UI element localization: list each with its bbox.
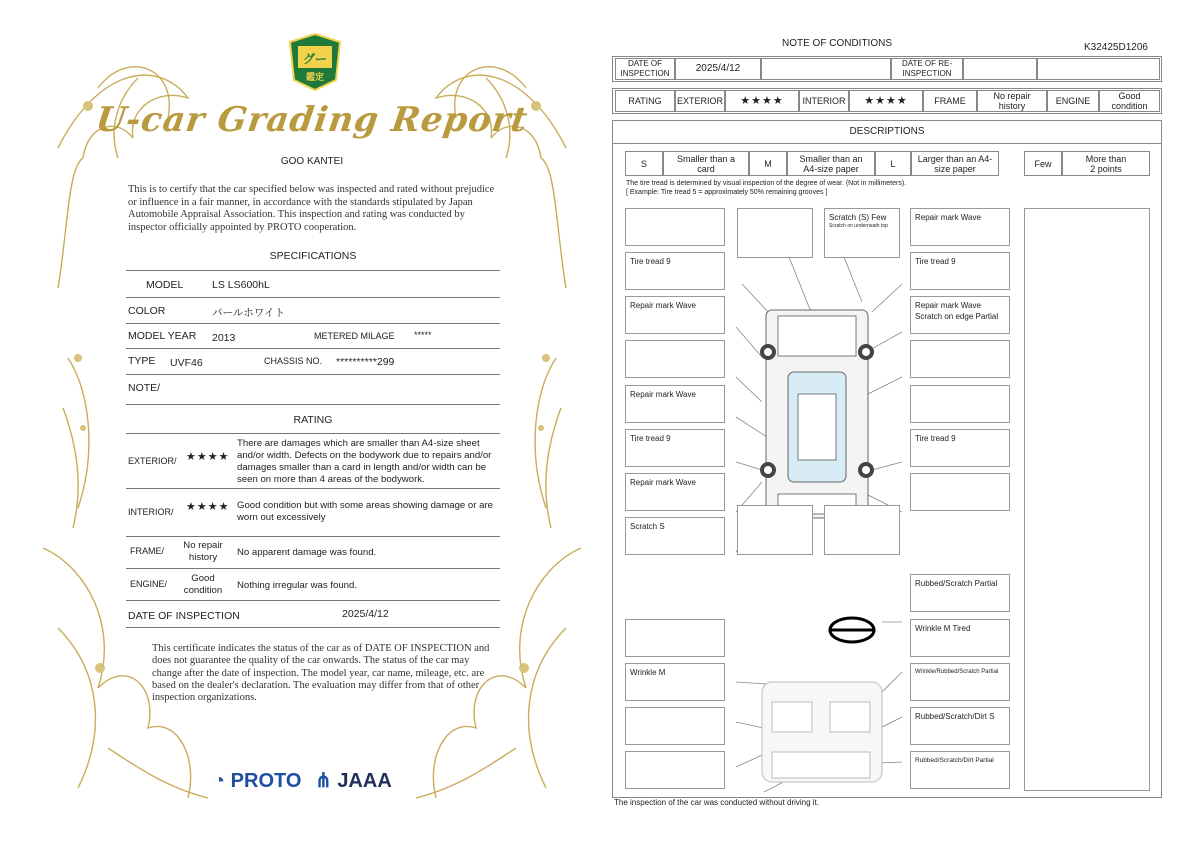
type-value: UVF46	[170, 357, 203, 369]
note-box-right-4	[910, 385, 1010, 423]
note-box-rear-center	[737, 505, 813, 555]
exterior-stars: ★★★★	[725, 90, 799, 112]
note-box-door-left: Repair mark Wave	[625, 385, 725, 423]
interior-stars: ★★★★	[186, 501, 230, 513]
note-title: NOTE OF CONDITIONS	[782, 38, 892, 49]
note-box-tire-front-right: Tire tread 9	[910, 252, 1010, 290]
color-row: COLOR パールホワイト	[126, 298, 500, 324]
note-box-rear-seat-right: Rubbed/Scratch/Dirt Partial	[910, 751, 1010, 789]
note-box-left-3	[625, 340, 725, 378]
note-box-roof: Scratch (S) Few Scratch on underneath top	[824, 208, 900, 258]
svg-text:グー: グー	[302, 52, 328, 66]
report-id: K32425D1206	[1084, 42, 1148, 53]
note-box-seat-right: Wrinkle/Rubbed/Scratch Partial	[910, 663, 1010, 701]
note-box-rear-left: Scratch S	[625, 517, 725, 555]
rating-header: RATING	[293, 414, 333, 426]
note-box-tire-front-left: Tire tread 9	[625, 252, 725, 290]
date-of-inspection-value: 2025/4/12	[342, 608, 389, 620]
model-value: LS LS600hL	[212, 279, 270, 291]
inspection-date-value: 2025/4/12	[675, 58, 761, 80]
note-box-hood-right: Repair mark Wave	[910, 208, 1010, 246]
color-value: パールホワイト	[212, 307, 285, 319]
svg-text:鑑定: 鑑定	[305, 73, 325, 83]
note-row: NOTE/	[126, 375, 500, 405]
exterior-rating-row: EXTERIOR/ ★★★★ There are damages which are smaller than A4-size sheet and/or width. Defects on the bodywork due to repairs and/or damages smaller than a card in length and/or width can be seen on more than 4 areas of the bodywork.	[126, 434, 500, 489]
note-box-seat-left: Wrinkle M	[625, 663, 725, 701]
note-box-rear-right	[824, 505, 900, 555]
model-year-value: 2013	[212, 332, 236, 344]
jaaa-logo-icon: ⋔	[314, 770, 332, 792]
note-box-floor-right: Rubbed/Scratch/Dirt S	[910, 707, 1010, 745]
chassis-value: **********299	[336, 356, 395, 368]
goo-kantei-badge-icon	[288, 32, 342, 92]
certificate-footer: This certificate indicates the status of the car as of DATE OF INSPECTION and does not guarantee the quality of the car onwards. The status of the car may change after the date of inspection. The model year, car name, mileage, etc. are based on the dealer's declaration. The evaluation may differ from that of other inspection organizations.	[152, 643, 490, 704]
date-of-inspection-row: DATE OF INSPECTION 2025/4/12	[126, 601, 500, 628]
note-box-front-center	[737, 208, 813, 258]
note-box-fender-left: Repair mark Wave	[625, 296, 725, 334]
tread-note: The tire tread is determined by visual inspection of the degree of wear. (Not in millimeters). [ Example: Tire tread 5 = approximately 50% remaining grooves ]	[626, 180, 907, 196]
jaaa-logo: JAAA	[337, 770, 392, 792]
note-box-fender-right: Repair mark Wave Scratch on edge Partial	[910, 296, 1010, 334]
certificate-intro: This is to certify that the car specified below was inspected and rated without prejudice or influence in a fair manner, in accordance with the standards stipulated by Japan Automobile Appraisal Association. This inspection and rating was conducted by inspector officially appointed by PROTO cooperation.	[128, 184, 495, 233]
note-box-front-left-top	[625, 208, 725, 246]
note-box-tire-rear-left: Tire tread 9	[625, 429, 725, 467]
model-year-row: MODEL YEAR 2013 METERED MILAGE *****	[126, 324, 500, 349]
grading-certificate	[38, 28, 586, 820]
interior-rating-row: INTERIOR/ ★★★★ Good condition but with some areas showing damage or are worn out excessively	[126, 489, 500, 537]
note-box-steering: Rubbed/Scratch Partial	[910, 574, 1010, 612]
note-of-conditions: NOTE OF CONDITIONS K32425D1206 DATE OF INSPECTION 2025/4/12 DATE OF RE-INSPECTION RATING EXTERIOR ★★★★ INTERIOR ★★★★ FRAME No repair history ENGINE Good condition DESCRIPTIONS S Smaller than a card M Smaller than an A4-size paper L Larger than an A4-size paper Few More than 2 points The tire tread is determined by visual inspection of the degree of wear. (Not in millimeters). [ Example: Tire tread 5 = approximately 50% remaining grooves ] Tire tread 9 Repair mark Wave Repair mark Wave Tire tread 9 Repair mark Wave Scratch S Scratch (S) Few Scratch on underneath top Repair mark Wave Tire tread 9 Repair mark Wave Scratch on edge Partial Tire tread 9 Rubbed/Scratch Partial Wrinkle M Tired Wrinkle M Wrinkle/Rubbed/Scratch Partial Rubbed/Scratch/Dirt S Rubbed/Scratch/Dirt Partial The inspection of the car was conducted without driving it.	[612, 36, 1164, 816]
additional-notes-box	[1024, 208, 1150, 791]
divider	[126, 270, 500, 271]
note-box-dash-right: Wrinkle M Tired	[910, 619, 1010, 657]
note-box-quarter-left: Repair mark Wave	[625, 473, 725, 511]
mileage-value: *****	[414, 330, 432, 340]
proto-logo-icon: ◔	[213, 770, 226, 792]
proto-logo: PROTO	[230, 770, 302, 792]
exterior-stars: ★★★★	[186, 451, 230, 463]
note-box-dash-left	[625, 619, 725, 657]
report-subtitle: GOO KANTEI	[280, 156, 344, 167]
note-box-tire-rear-right: Tire tread 9	[910, 429, 1010, 467]
note-box-floor-left	[625, 707, 725, 745]
note-box-rear-seat-left	[625, 751, 725, 789]
note-box-right-6	[910, 473, 1010, 511]
logo-group	[213, 768, 392, 793]
model-row: MODEL LS LS600hL	[126, 272, 500, 298]
type-row: TYPE UVF46 CHASSIS NO. **********299	[126, 349, 500, 375]
engine-row: ENGINE/ Good condition Nothing irregular was found.	[126, 569, 500, 601]
note-footer: The inspection of the car was conducted without driving it.	[614, 798, 819, 807]
note-box-right-3	[910, 340, 1010, 378]
report-title: U-car Grading Report	[93, 100, 531, 140]
car-diagram-icon	[712, 212, 922, 792]
interior-stars: ★★★★	[849, 90, 923, 112]
specifications-header: SPECIFICATIONS	[269, 250, 357, 262]
descriptions-header: DESCRIPTIONS	[612, 120, 1162, 144]
frame-row: FRAME/ No repair history No apparent damage was found.	[126, 537, 500, 569]
